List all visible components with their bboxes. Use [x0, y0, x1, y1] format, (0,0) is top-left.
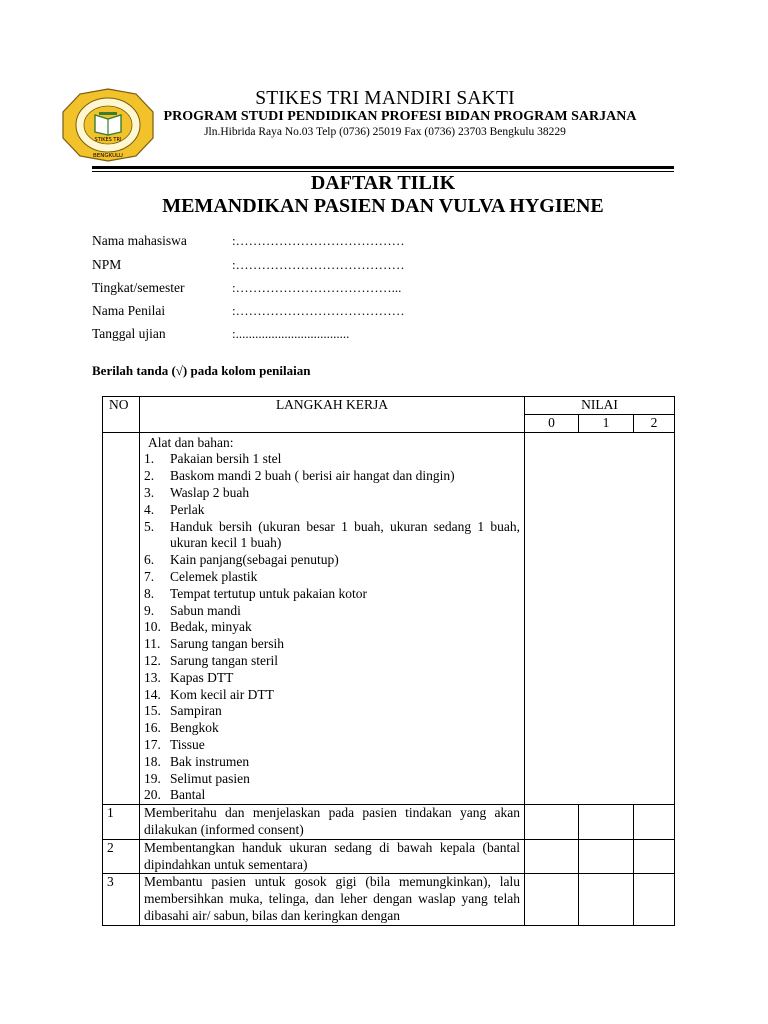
header-step: LANGKAH KERJA: [140, 397, 525, 433]
material-number: 9.: [144, 602, 155, 618]
materials-list: [144, 451, 520, 804]
logo-bottom-text: BENGKULU: [93, 153, 123, 159]
material-text: Perlak: [170, 501, 205, 517]
material-item: [144, 586, 520, 603]
material-item: [144, 502, 520, 519]
material-text: Bak instrumen: [170, 753, 250, 769]
material-item: [144, 603, 520, 620]
material-text: Sabun mandi: [170, 602, 241, 618]
score-cell-2[interactable]: [634, 839, 675, 874]
score-cell-0[interactable]: [525, 805, 579, 840]
table-row-materials: [103, 432, 675, 805]
material-item: [144, 653, 520, 670]
material-item: [144, 451, 520, 468]
material-number: 12.: [144, 652, 161, 668]
material-number: 7.: [144, 568, 155, 584]
material-item: [144, 552, 520, 569]
material-number: 4.: [144, 501, 155, 517]
material-number: 11.: [144, 636, 161, 652]
institution-address: Jln.Hibrida Raya No.03 Telp (0736) 25019 Fax (0736) 23703 Bengkulu 38229: [204, 126, 566, 138]
material-item: [144, 737, 520, 754]
material-item: [144, 703, 520, 720]
header-score-0: 0: [525, 414, 579, 432]
material-item: [144, 771, 520, 788]
material-number: 1.: [144, 451, 155, 467]
header-score-2: 2: [634, 414, 675, 432]
score-cell-0[interactable]: [525, 874, 579, 925]
materials-score-cell: [525, 432, 675, 805]
materials-no-cell: [103, 432, 140, 805]
institution-logo: [62, 88, 154, 162]
institution-name: STIKES TRI MANDIRI SAKTI: [255, 88, 515, 109]
document-title: DAFTAR TILIK: [310, 172, 456, 194]
step-no: 1: [103, 805, 140, 840]
step-text: Memberitahu dan menjelaskan pada pasien tindakan yang akan dilakukan (informed consent): [140, 805, 525, 840]
field-value: :...................................: [232, 326, 350, 341]
document-subtitle: MEMANDIKAN PASIEN DAN VULVA HYGIENE: [162, 195, 604, 217]
score-cell-1[interactable]: [579, 805, 634, 840]
step-no: 2: [103, 839, 140, 874]
score-cell-1[interactable]: [579, 839, 634, 874]
material-text: Pakaian bersih 1 stel: [170, 451, 282, 467]
material-text: Kapas DTT: [170, 669, 234, 685]
field-value: :………………………………...: [232, 280, 402, 295]
field-label: NPM: [92, 257, 122, 272]
material-text: Kom kecil air DTT: [170, 686, 274, 702]
material-text: Handuk bersih (ukuran besar 1 buah, ukuran sedang 1 buah, ukuran kecil 1 buah): [170, 518, 520, 551]
field-value: :…………………………………: [232, 233, 405, 248]
header-score: NILAI: [525, 397, 675, 415]
material-item: [144, 670, 520, 687]
materials-title: Alat dan bahan:: [148, 434, 234, 450]
material-number: 14.: [144, 686, 161, 702]
table-row: [103, 839, 675, 874]
material-item: [144, 754, 520, 771]
material-number: 20.: [144, 787, 161, 803]
material-text: Celemek plastik: [170, 568, 258, 584]
material-text: Tissue: [170, 736, 205, 752]
material-item: [144, 720, 520, 737]
material-number: 15.: [144, 703, 161, 719]
materials-cell: [140, 432, 525, 805]
material-number: 3.: [144, 484, 155, 500]
score-cell-2[interactable]: [634, 874, 675, 925]
material-item: [144, 468, 520, 485]
field-label: Tanggal ujian: [92, 326, 166, 341]
material-text: Sarung tangan steril: [170, 652, 278, 668]
material-item: [144, 636, 520, 653]
material-text: Tempat tertutup untuk pakaian kotor: [170, 585, 368, 601]
material-item: [144, 687, 520, 704]
material-text: Bedak, minyak: [170, 619, 252, 635]
field-value: :…………………………………: [232, 303, 405, 318]
field-label: Nama mahasiswa: [92, 233, 187, 248]
material-item: [144, 569, 520, 586]
material-text: Bantal: [170, 787, 206, 803]
material-item: [144, 619, 520, 636]
step-text: Membentangkan handuk ukuran sedang di bawah kepala (bantal dipindahkan untuk sementara): [140, 839, 525, 874]
material-number: 10.: [144, 619, 161, 635]
material-item: [144, 485, 520, 502]
material-number: 18.: [144, 753, 161, 769]
table-header-row: [103, 397, 675, 415]
material-number: 5.: [144, 518, 155, 534]
step-no: 3: [103, 874, 140, 925]
material-text: Kain panjang(sebagai penutup): [170, 552, 339, 568]
header-rule: [92, 166, 674, 169]
material-number: 2.: [144, 468, 155, 484]
checklist-table: [102, 396, 675, 926]
instruction-text: Berilah tanda (√) pada kolom penilaian: [92, 363, 311, 378]
material-number: 19.: [144, 770, 161, 786]
score-cell-1[interactable]: [579, 874, 634, 925]
field-label: Nama Penilai: [92, 303, 166, 318]
material-text: Baskom mandi 2 buah ( berisi air hangat dan dingin): [170, 468, 455, 484]
table-row: [103, 874, 675, 925]
field-value: :…………………………………: [232, 257, 405, 272]
material-text: Waslap 2 buah: [170, 484, 250, 500]
material-number: 8.: [144, 585, 155, 601]
program-name: PROGRAM STUDI PENDIDIKAN PROFESI BIDAN PROGRAM SARJANA: [163, 109, 637, 124]
material-text: Sarung tangan bersih: [170, 636, 284, 652]
score-cell-2[interactable]: [634, 805, 675, 840]
header-no: NO: [103, 397, 140, 433]
table-row: [103, 805, 675, 840]
material-number: 13.: [144, 669, 161, 685]
material-number: 6.: [144, 552, 155, 568]
material-item: [144, 787, 520, 804]
material-text: Bengkok: [170, 720, 219, 736]
material-number: 17.: [144, 736, 161, 752]
material-text: Selimut pasien: [170, 770, 250, 786]
material-item: [144, 519, 520, 553]
step-text: Membantu pasien untuk gosok gigi (bila memungkinkan), lalu membersihkan muka, telinga, dan leher dengan waslap yang telah dibasahi air/ sabun, bilas dan keringkan dengan: [140, 874, 525, 925]
field-label: Tingkat/semester: [92, 280, 185, 295]
header-score-1: 1: [579, 414, 634, 432]
score-cell-0[interactable]: [525, 839, 579, 874]
material-text: Sampiran: [170, 703, 222, 719]
material-number: 16.: [144, 720, 161, 736]
logo-center-text: STIKES TRI: [94, 137, 122, 143]
